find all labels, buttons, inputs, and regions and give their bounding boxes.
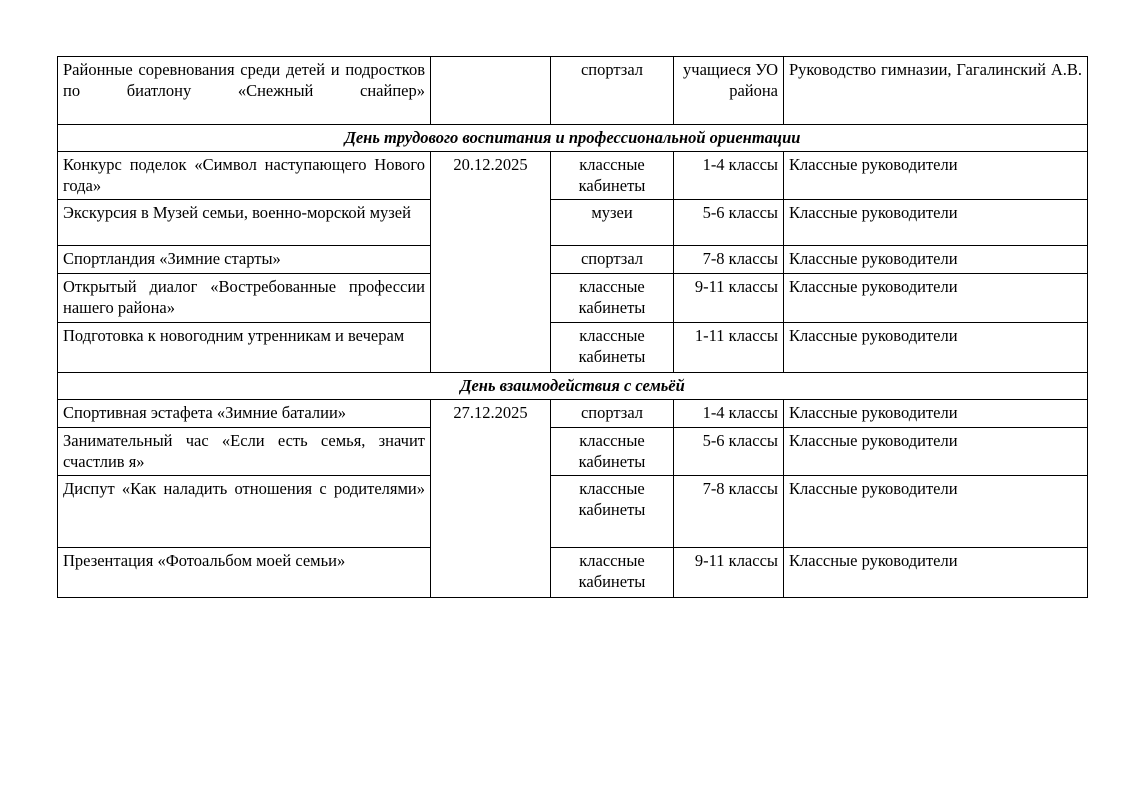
table-row (58, 200, 1088, 246)
cell-place: классные кабинеты (551, 152, 674, 200)
table-row (58, 547, 1088, 597)
schedule-table (57, 56, 1088, 598)
cell-place: классные кабинеты (551, 475, 674, 547)
cell-activity: Презентация «Фотоальбом моей семьи» (58, 547, 431, 597)
cell-date-merged: 27.12.2025 (431, 399, 551, 597)
cell-place: спортзал (551, 399, 674, 427)
cell-place: классные кабинеты (551, 322, 674, 372)
cell-responsible: Руководство гимназии, Гагалинский А.В. (784, 57, 1088, 125)
section-title-family-interaction: День взаимодействия с семьёй (58, 372, 1088, 399)
cell-activity: Конкурс поделок «Символ наступающего Нового года» (58, 152, 431, 200)
cell-grades: 7-8 классы (674, 475, 784, 547)
cell-activity: Спортландия «Зимние старты» (58, 246, 431, 274)
cell-place: классные кабинеты (551, 547, 674, 597)
cell-grades: 7-8 классы (674, 246, 784, 274)
cell-responsible: Классные руководители (784, 427, 1088, 475)
table-row (58, 427, 1088, 475)
cell-responsible: Классные руководители (784, 399, 1088, 427)
table-row (58, 322, 1088, 372)
cell-date (431, 57, 551, 125)
cell-grades: 1-4 классы (674, 399, 784, 427)
cell-responsible: Классные руководители (784, 200, 1088, 246)
cell-grades: 1-4 классы (674, 152, 784, 200)
table-section-header-row (58, 125, 1088, 152)
cell-place: классные кабинеты (551, 427, 674, 475)
cell-grades: 5-6 классы (674, 427, 784, 475)
cell-responsible: Классные руководители (784, 547, 1088, 597)
cell-place: музеи (551, 200, 674, 246)
cell-activity: Диспут «Как наладить отношения с родителями» (58, 475, 431, 547)
cell-place: спортзал (551, 246, 674, 274)
table-row (58, 274, 1088, 322)
cell-activity: Экскурсия в Музей семьи, военно-морской музей (58, 200, 431, 246)
table-row (58, 475, 1088, 547)
cell-date-merged: 20.12.2025 (431, 152, 551, 372)
cell-responsible: Классные руководители (784, 246, 1088, 274)
cell-activity: Открытый диалог «Востребованные профессии нашего района» (58, 274, 431, 322)
cell-activity: Занимательный час «Если есть семья, значит счастлив я» (58, 427, 431, 475)
section-title-labor-education: День трудового воспитания и профессиональной ориентации (58, 125, 1088, 152)
cell-responsible: Классные руководители (784, 152, 1088, 200)
cell-activity: Районные соревнования среди детей и подростков по биатлону «Снежный снайпер» (58, 57, 431, 125)
table-section-header-row (58, 372, 1088, 399)
cell-grades: 5-6 классы (674, 200, 784, 246)
table-row (58, 246, 1088, 274)
table-row (58, 152, 1088, 200)
cell-responsible: Классные руководители (784, 475, 1088, 547)
cell-grades: 9-11 классы (674, 547, 784, 597)
cell-activity: Подготовка к новогодним утренникам и вечерам (58, 322, 431, 372)
cell-place: спортзал (551, 57, 674, 125)
cell-responsible: Классные руководители (784, 322, 1088, 372)
cell-grades: учащиеся УО района (674, 57, 784, 125)
cell-activity: Спортивная эстафета «Зимние баталии» (58, 399, 431, 427)
cell-grades: 1-11 классы (674, 322, 784, 372)
cell-responsible: Классные руководители (784, 274, 1088, 322)
table-row (58, 57, 1088, 125)
table-row (58, 399, 1088, 427)
cell-grades: 9-11 классы (674, 274, 784, 322)
schedule-table-container (57, 56, 1087, 598)
cell-place: классные кабинеты (551, 274, 674, 322)
